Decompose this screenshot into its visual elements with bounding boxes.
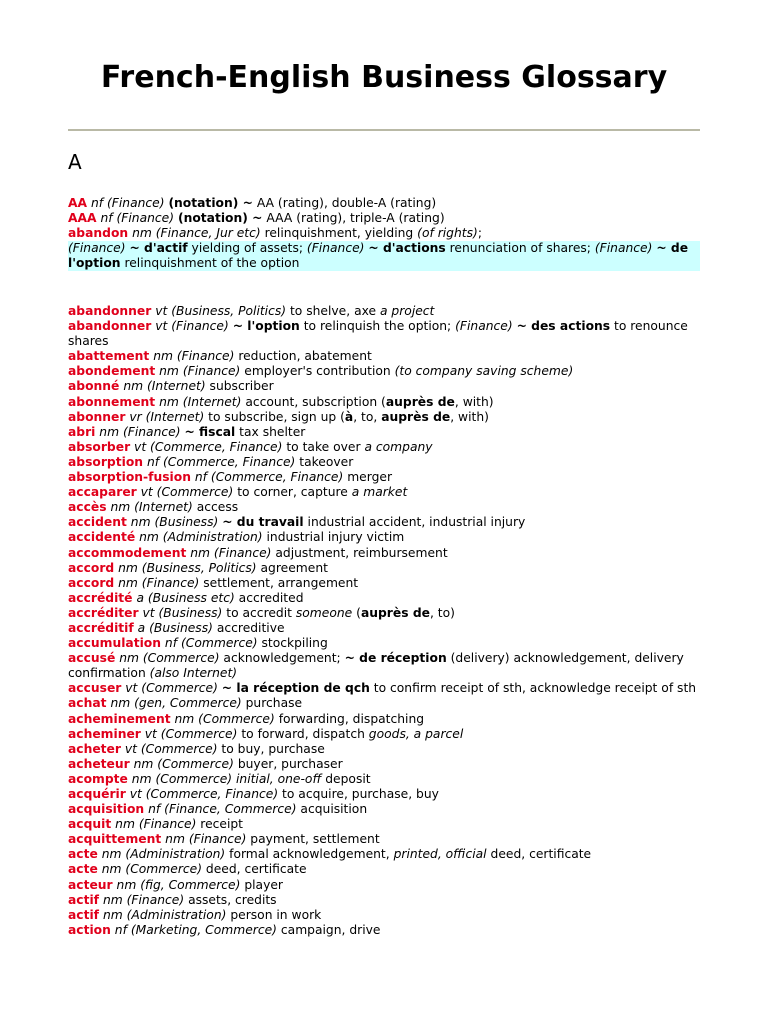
entry-headword: abandon xyxy=(68,226,129,241)
entry-phrase: auprès de xyxy=(381,409,451,424)
entry-grammar-label: nm (Finance) xyxy=(149,349,235,364)
entry-grammar-label: vt (Business) xyxy=(138,605,223,620)
entry-grammar-label: vt (Business, Politics) xyxy=(151,304,287,318)
entry-grammar-label: (of rights) xyxy=(417,226,478,241)
glossary-entry xyxy=(68,410,700,425)
entry-headword: abondement xyxy=(68,364,156,379)
entry-grammar-label: nf (Commerce, Finance) xyxy=(143,454,296,469)
entry-grammar-label: (to company saving scheme) xyxy=(394,364,574,379)
entry-headword: action xyxy=(68,922,111,937)
entry-translation: yielding of assets; xyxy=(187,241,307,256)
entry-headword: abonné xyxy=(68,379,120,394)
entry-headword: acte xyxy=(68,862,98,877)
entry-grammar-label: nm (Internet) xyxy=(155,394,242,409)
entry-headword: abri xyxy=(68,424,96,439)
entry-grammar-label: nm (gen, Commerce) xyxy=(106,696,242,711)
entry-grammar-label: a (Business etc) xyxy=(132,590,235,605)
glossary-entry xyxy=(68,712,700,727)
entry-headword: acquit xyxy=(68,817,112,832)
entry-grammar-label: nf (Finance, Commerce) xyxy=(144,802,297,817)
entry-translation: buyer, purchaser xyxy=(233,756,343,771)
entry-translation: player xyxy=(240,877,283,892)
entry-headword: acte xyxy=(68,847,98,862)
entry-translation: to relinquish the option; xyxy=(299,319,456,334)
entry-grammar-label: printed, official xyxy=(393,847,487,862)
glossary-entry xyxy=(68,878,700,893)
entry-phrase: ~ la réception de qch xyxy=(221,681,370,696)
entry-translation: , with) xyxy=(454,394,494,409)
entry-phrase: ~ des actions xyxy=(516,319,611,334)
entry-grammar-label: nm (Finance) xyxy=(111,817,197,832)
entry-headword: accaparer xyxy=(68,485,137,500)
entry-translation: accredited xyxy=(234,590,304,605)
entry-headword: acheminement xyxy=(68,711,171,726)
entry-translation: to forward, dispatch xyxy=(237,726,369,741)
glossary-entry xyxy=(68,500,700,515)
entry-headword: accès xyxy=(68,500,107,515)
entry-grammar-label: a market xyxy=(351,485,408,500)
glossary-entry xyxy=(68,591,700,606)
entry-translation: relinquishment of the option xyxy=(120,256,300,271)
entry-grammar-label: vt (Commerce, Finance) xyxy=(125,787,279,801)
entry-translation: deed, certificate xyxy=(486,847,592,862)
entry-headword: acheter xyxy=(68,741,121,756)
entry-translation: to renounce shares xyxy=(68,319,688,349)
entry-phrase: ~ d'actions xyxy=(368,241,446,256)
entry-translation: AA (rating), double-A (rating) xyxy=(252,196,437,210)
entry-phrase: auprès de xyxy=(360,605,430,620)
entry-phrase: à xyxy=(344,409,354,424)
entry-headword: absorber xyxy=(68,439,131,454)
entry-translation: , to) xyxy=(429,605,455,620)
entry-grammar-label: nm (Finance) xyxy=(99,892,185,907)
entry-translation: stockpiling xyxy=(257,636,328,651)
glossary-entry xyxy=(68,832,700,847)
glossary-entry xyxy=(68,440,700,455)
entry-grammar-label: nf (Marketing, Commerce) xyxy=(110,922,277,937)
glossary-entry xyxy=(68,379,700,394)
entry-translation: to confirm receipt of sth, acknowledge receipt of sth xyxy=(369,681,697,696)
entry-translation: AAA (rating), triple-A (rating) xyxy=(262,211,445,226)
entry-grammar-label: vt (Commerce) xyxy=(136,485,234,500)
entry-headword: actif xyxy=(68,907,100,922)
entry-headword: abonner xyxy=(68,409,126,424)
entry-grammar-label: nm (Administration) xyxy=(135,530,263,545)
entry-grammar-label: nm (Finance) xyxy=(161,832,247,847)
entry-grammar-label: nf (Finance) xyxy=(96,211,178,226)
entry-translation: industrial injury victim xyxy=(262,530,405,545)
entry-translation: subscriber xyxy=(205,379,274,394)
entry-headword: acheminer xyxy=(68,726,141,741)
entry-translation: to subscribe, sign up ( xyxy=(204,409,345,424)
entry-translation: campaign, drive xyxy=(276,922,381,937)
glossary-entry xyxy=(68,651,700,681)
entry-phrase: ~ du travail xyxy=(222,515,304,530)
entry-phrase: ~ de réception xyxy=(344,651,447,666)
glossary-entry xyxy=(68,923,700,938)
glossary-entry xyxy=(68,802,700,817)
entry-translation: , to, xyxy=(353,409,382,424)
glossary-entry xyxy=(68,621,700,636)
glossary-entries-block-2 xyxy=(68,304,700,938)
section-letter: A xyxy=(68,150,82,174)
entry-translation: to corner, capture xyxy=(233,485,352,500)
glossary-entry xyxy=(68,395,700,410)
entry-phrase: auprès de xyxy=(385,394,455,409)
entry-grammar-label: (Finance) xyxy=(68,241,130,256)
glossary-entry xyxy=(68,893,700,908)
glossary-entry xyxy=(68,530,700,545)
entry-headword: accuser xyxy=(68,681,122,696)
entry-grammar-label: nm (Business, Politics) xyxy=(114,560,257,575)
entry-translation: to accredit xyxy=(222,605,296,620)
entry-translation: to take over xyxy=(282,439,365,454)
entry-grammar-label: nm (Finance) xyxy=(95,424,185,439)
entry-grammar-label: nm (Finance) xyxy=(114,575,200,590)
entry-grammar-label: (Finance) xyxy=(306,241,369,256)
title-divider xyxy=(68,129,700,131)
entry-grammar-label: goods, a parcel xyxy=(368,726,464,741)
entry-phrase: (notation) ~ xyxy=(177,211,263,226)
entry-translation: formal acknowledgement, xyxy=(225,847,394,862)
entry-headword: abandonner xyxy=(68,304,152,318)
glossary-entry xyxy=(68,349,700,364)
glossary-entry xyxy=(68,576,700,591)
entry-translation: purchase xyxy=(241,696,303,711)
entry-phrase: ~ fiscal xyxy=(184,424,236,439)
entry-phrase: (notation) ~ xyxy=(168,196,253,210)
entry-translation: takeover xyxy=(295,454,354,469)
glossary-entry xyxy=(68,211,700,226)
entry-headword: abattement xyxy=(68,349,150,364)
entry-headword: abonnement xyxy=(68,394,156,409)
entry-translation: payment, settlement xyxy=(246,832,380,847)
entry-headword: acquérir xyxy=(68,787,126,801)
entry-translation: acknowledgement; xyxy=(219,651,345,666)
glossary-entry xyxy=(68,862,700,877)
entry-grammar-label: (also Internet) xyxy=(149,666,238,681)
glossary-entry xyxy=(68,817,700,832)
glossary-entry xyxy=(68,515,700,530)
glossary-entry xyxy=(68,319,700,349)
entry-translation: reduction, abatement xyxy=(234,349,372,364)
entry-translation: assets, credits xyxy=(184,892,277,907)
entry-grammar-label: a project xyxy=(379,304,435,318)
entry-translation: to buy, purchase xyxy=(217,741,325,756)
entry-translation: ( xyxy=(352,605,361,620)
entry-translation: agreement xyxy=(256,560,328,575)
entry-grammar-label: nm (Internet) xyxy=(106,500,193,515)
entry-headword: accrédité xyxy=(68,590,133,605)
entry-translation: account, subscription ( xyxy=(241,394,386,409)
entry-headword: accident xyxy=(68,515,127,530)
entry-headword: accidenté xyxy=(68,530,136,545)
glossary-entry xyxy=(68,787,700,802)
entry-grammar-label: vr (Internet) xyxy=(125,409,205,424)
entry-grammar-label: vt (Finance) xyxy=(151,319,233,334)
glossary-entry xyxy=(68,847,700,862)
glossary-entry xyxy=(68,606,700,621)
glossary-entry xyxy=(68,304,700,319)
glossary-entry xyxy=(68,485,700,500)
entry-translation: access xyxy=(192,500,239,515)
entry-grammar-label: nm (Internet) xyxy=(119,379,206,394)
entry-translation: relinquishment, yielding xyxy=(260,226,418,241)
entry-grammar-label: nm (Commerce) xyxy=(170,711,275,726)
entry-grammar-label: someone xyxy=(295,605,353,620)
entry-translation: ; xyxy=(477,226,482,241)
entry-translation: tax shelter xyxy=(235,424,306,439)
entry-grammar-label: vt (Commerce) xyxy=(121,681,222,696)
entry-headword: accusé xyxy=(68,651,116,666)
entry-grammar-label: nf (Commerce) xyxy=(161,636,258,651)
entry-translation: renunciation of shares; xyxy=(445,241,595,256)
entry-phrase: ~ de l'option xyxy=(68,241,689,271)
entry-headword: accréditer xyxy=(68,605,139,620)
glossary-entry xyxy=(68,226,700,241)
entry-phrase: ~ l'option xyxy=(232,319,300,334)
entry-grammar-label: nm (Finance) xyxy=(155,364,241,379)
entry-translation: deed, certificate xyxy=(202,862,307,877)
entry-grammar-label: nf (Finance) xyxy=(87,196,169,210)
glossary-entry xyxy=(68,727,700,742)
entry-grammar-label: nm (Commerce) xyxy=(129,756,234,771)
glossary-entry xyxy=(68,470,700,485)
entry-grammar-label: nf (Commerce, Finance) xyxy=(190,470,344,485)
entry-translation: accreditive xyxy=(212,620,285,635)
entry-headword: accréditif xyxy=(68,620,134,635)
entry-headword: acquittement xyxy=(68,832,162,847)
entry-translation: merger xyxy=(343,470,393,485)
entry-grammar-label: (Finance) xyxy=(455,319,517,334)
entry-grammar-label: nm (Administration) xyxy=(99,907,227,922)
entry-headword: acteur xyxy=(68,877,113,892)
entry-headword: absorption xyxy=(68,454,144,469)
entry-grammar-label: a (Business) xyxy=(133,620,213,635)
glossary-entry xyxy=(68,425,700,440)
entry-translation: acquisition xyxy=(296,802,368,817)
glossary-entry xyxy=(68,241,700,271)
entry-grammar-label: (Finance) xyxy=(594,241,657,256)
entry-headword: abandonner xyxy=(68,319,152,334)
glossary-entries-block-1 xyxy=(68,196,700,271)
glossary-entry xyxy=(68,681,700,696)
entry-translation: to shelve, axe xyxy=(286,304,380,318)
entry-translation: employer's contribution xyxy=(240,364,395,379)
entry-translation: person in work xyxy=(226,907,322,922)
entry-translation: , with) xyxy=(450,409,489,424)
entry-headword: accumulation xyxy=(68,636,162,651)
entry-grammar-label: nm (Commerce) xyxy=(97,862,203,877)
entry-grammar-label: nm (Finance) xyxy=(186,545,272,560)
entry-grammar-label: a company xyxy=(364,439,433,454)
entry-translation: receipt xyxy=(196,817,244,832)
entry-headword: acheteur xyxy=(68,756,130,771)
glossary-entry xyxy=(68,546,700,561)
entry-translation: (delivery) acknowledgement, delivery confirmation xyxy=(68,651,684,681)
entry-grammar-label: nm (fig, Commerce) xyxy=(112,877,241,892)
entry-grammar-label: vt (Commerce, Finance) xyxy=(130,439,283,454)
entry-grammar-label: nm (Administration) xyxy=(97,847,226,862)
entry-grammar-label: vt (Commerce) xyxy=(120,741,218,756)
glossary-entry xyxy=(68,696,700,711)
entry-phrase: ~ d'actif xyxy=(129,241,188,256)
entry-translation: adjustment, reimbursement xyxy=(271,545,448,560)
glossary-entry xyxy=(68,908,700,923)
entry-translation: to acquire, purchase, buy xyxy=(278,787,439,801)
glossary-entry xyxy=(68,455,700,470)
entry-headword: accommodement xyxy=(68,545,187,560)
glossary-entry xyxy=(68,636,700,651)
entry-headword: accord xyxy=(68,560,115,575)
entry-grammar-label: vt (Commerce) xyxy=(140,726,238,741)
entry-translation: industrial accident, industrial injury xyxy=(303,515,526,530)
page-title: French-English Business Glossary xyxy=(100,60,668,95)
entry-translation: settlement, arrangement xyxy=(199,575,359,590)
entry-grammar-label: nm (Business) xyxy=(126,515,223,530)
entry-grammar-label: nm (Finance, Jur etc) xyxy=(128,226,261,241)
entry-headword: absorption-fusion xyxy=(68,470,191,485)
glossary-entry xyxy=(68,772,700,787)
entry-headword: achat xyxy=(68,696,107,711)
entry-headword: acquisition xyxy=(68,802,145,817)
glossary-entry xyxy=(68,364,700,379)
entry-translation: deposit xyxy=(321,771,371,786)
entry-headword: AAA xyxy=(68,211,97,226)
entry-translation: forwarding, dispatching xyxy=(274,711,425,726)
entry-headword: actif xyxy=(68,892,100,907)
glossary-entry xyxy=(68,196,700,211)
entry-headword: acompte xyxy=(68,771,128,786)
entry-headword: accord xyxy=(68,575,115,590)
glossary-entry xyxy=(68,757,700,772)
entry-grammar-label: nm (Commerce) initial, one-off xyxy=(127,771,322,786)
entry-grammar-label: nm (Commerce) xyxy=(115,651,220,666)
glossary-entry xyxy=(68,561,700,576)
glossary-entry xyxy=(68,742,700,757)
entry-headword: AA xyxy=(68,196,88,210)
